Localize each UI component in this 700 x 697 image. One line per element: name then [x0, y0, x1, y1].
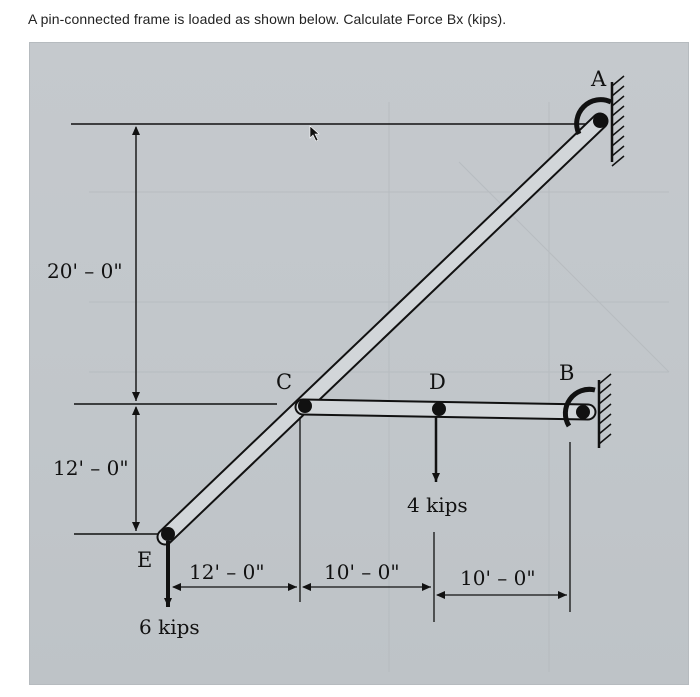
frame-diagram-photo	[29, 42, 689, 685]
pin-D	[432, 402, 446, 416]
question-text	[28, 11, 506, 27]
load-label-D: 4 kips	[407, 493, 468, 517]
load-label-E: 6 kips	[139, 615, 200, 639]
frame-diagram	[29, 42, 689, 685]
dim-label-12ft: 12' – 0"	[53, 456, 129, 480]
member-AE	[165, 121, 600, 537]
dim-label-CD: 10' – 0"	[324, 560, 400, 584]
question-label: A pin-connected frame is loaded as shown below. Calculate Force Bx (kips).	[28, 11, 507, 27]
dim-label-20ft: 20' – 0"	[47, 259, 123, 283]
pin-E	[161, 527, 175, 541]
mouse-cursor-icon	[310, 126, 319, 141]
label-A: A	[591, 67, 607, 91]
label-B: B	[559, 361, 575, 385]
pin-A	[593, 114, 607, 128]
pin-C	[298, 399, 312, 413]
pin-B	[576, 405, 590, 419]
dim-label-EC: 12' – 0"	[189, 560, 265, 584]
label-C: C	[276, 370, 293, 394]
label-E: E	[137, 548, 153, 572]
label-D: D	[429, 370, 446, 394]
dim-label-DB: 10' – 0"	[460, 566, 536, 590]
